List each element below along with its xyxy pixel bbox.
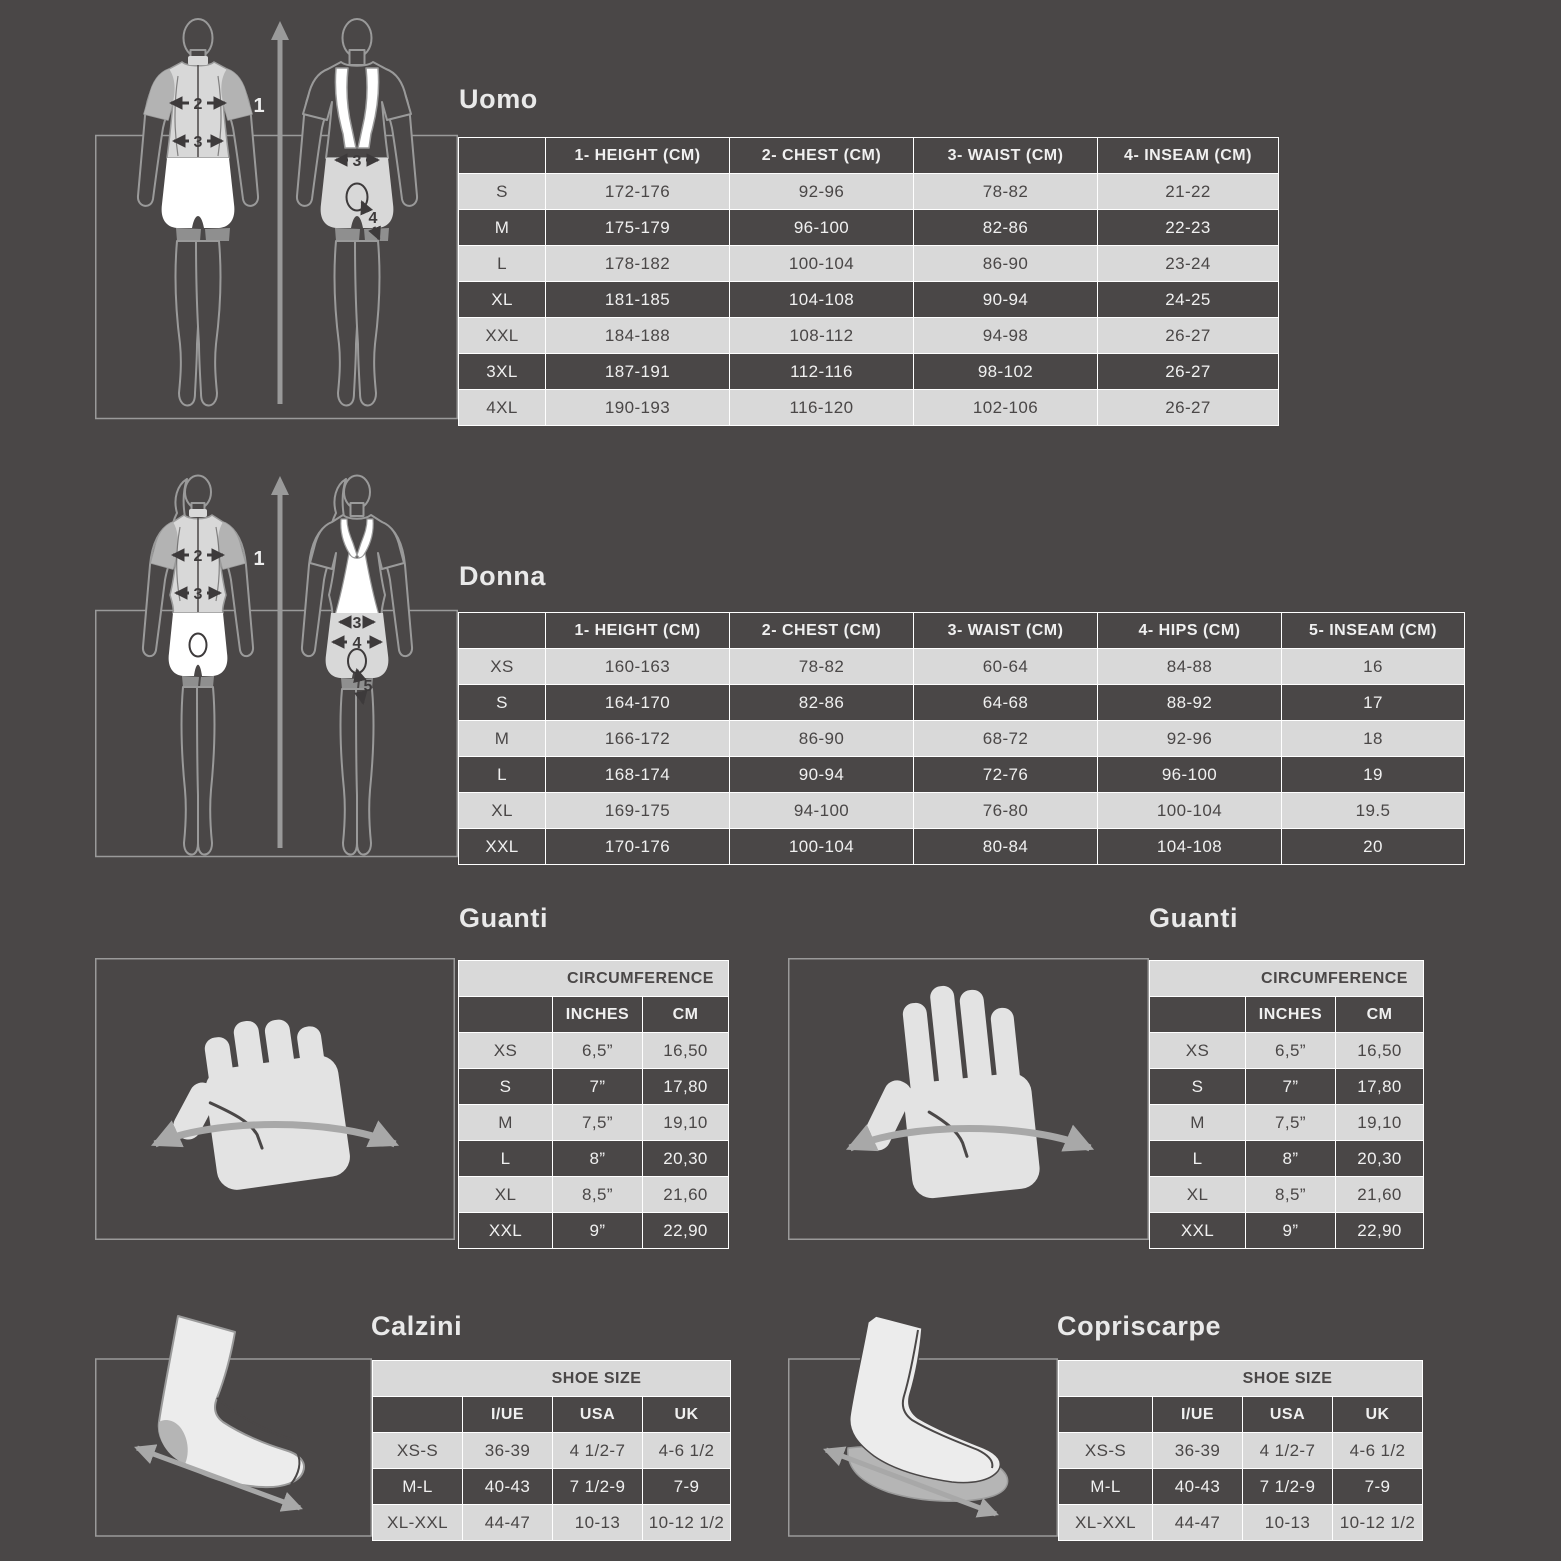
table-cell: 187-191 (546, 354, 730, 390)
women-measurement-illustration (95, 465, 458, 860)
table-cell: 78-82 (914, 174, 1098, 210)
size-label: 3XL (459, 354, 546, 390)
table-cell: 36-39 (463, 1433, 553, 1469)
table-cell: 7 1/2-9 (1243, 1469, 1333, 1505)
table-cell: 26-27 (1098, 354, 1279, 390)
size-label: M-L (1059, 1469, 1153, 1505)
table-cell: 16,50 (1336, 1033, 1424, 1069)
size-label: S (459, 174, 546, 210)
column-header: CM (643, 997, 729, 1033)
column-header (459, 613, 546, 649)
size-label: M (1150, 1105, 1246, 1141)
table-cell: 160-163 (546, 649, 730, 685)
table-cell: 26-27 (1098, 390, 1279, 426)
table-cell: 9” (1246, 1213, 1336, 1249)
size-label: XXL (459, 318, 546, 354)
size-label: L (459, 757, 546, 793)
column-header: 3- WAIST (CM) (914, 613, 1098, 649)
table-cell: 7” (553, 1069, 643, 1105)
table-cell: 72-76 (914, 757, 1098, 793)
table-cell: 104-108 (730, 282, 914, 318)
waist-front-measure-label: 3 (193, 586, 203, 603)
full-glove-illustration (788, 958, 1149, 1240)
hips-measure-label: 4 (352, 635, 362, 652)
table-cell: 68-72 (914, 721, 1098, 757)
size-label: S (459, 685, 546, 721)
sock-illustration (95, 1310, 372, 1540)
table-cell: 4-6 1/2 (1333, 1433, 1423, 1469)
table-span-header: SHOE SIZE (1242, 1369, 1333, 1387)
table-cell: 80-84 (914, 829, 1098, 865)
table-span-header-cell (1059, 1361, 1423, 1397)
table-cell: 10-12 1/2 (1333, 1505, 1423, 1541)
guanti_left-size-table (458, 960, 729, 1249)
table-cell: 92-96 (730, 174, 914, 210)
size-label: XXL (1150, 1213, 1246, 1249)
full-finger-glove (843, 978, 1041, 1205)
table-cell: 22-23 (1098, 210, 1279, 246)
table-cell: 94-100 (730, 793, 914, 829)
section-title-uomo: Uomo (459, 84, 538, 114)
section-title-guanti-left: Guanti (459, 903, 549, 933)
column-header: 4- HIPS (CM) (1098, 613, 1282, 649)
copriscarpe-table-host (1058, 1360, 1423, 1541)
guanti-right-table-host (1149, 960, 1424, 1249)
table-cell: 16,50 (643, 1033, 729, 1069)
height-arrow (271, 21, 289, 404)
size-label: L (459, 246, 546, 282)
size-label: M-L (373, 1469, 463, 1505)
table-cell: 7-9 (643, 1469, 731, 1505)
table-cell: 7” (1246, 1069, 1336, 1105)
man-front-figure (138, 19, 258, 405)
size-label: XXL (459, 829, 546, 865)
table-cell: 94-98 (914, 318, 1098, 354)
table-cell: 181-185 (546, 282, 730, 318)
table-cell: 78-82 (730, 649, 914, 685)
column-header: I/UE (463, 1397, 553, 1433)
table-cell: 166-172 (546, 721, 730, 757)
table-cell: 22,90 (1336, 1213, 1424, 1249)
table-cell: 164-170 (546, 685, 730, 721)
table-cell: 24-25 (1098, 282, 1279, 318)
size-label: XS (459, 1033, 553, 1069)
guanti_right-size-table (1149, 960, 1424, 1249)
table-cell: 168-174 (546, 757, 730, 793)
donna-table-host (458, 612, 1465, 865)
table-cell: 84-88 (1098, 649, 1282, 685)
table-cell: 190-193 (546, 390, 730, 426)
table-cell: 20,30 (1336, 1141, 1424, 1177)
size-label: M (459, 210, 546, 246)
fingerless-glove-illustration (95, 958, 455, 1240)
table-cell: 8” (1246, 1141, 1336, 1177)
table-cell: 112-116 (730, 354, 914, 390)
table-cell: 21,60 (643, 1177, 729, 1213)
table-cell: 7,5” (553, 1105, 643, 1141)
copriscarpe-size-table (1058, 1360, 1423, 1541)
man-back-figure (297, 19, 417, 405)
column-header: I/UE (1153, 1397, 1243, 1433)
waist-front-measure-label: 3 (193, 134, 203, 151)
height-label: 1 (253, 548, 265, 570)
table-cell: 9” (553, 1213, 643, 1249)
calzini-size-table (372, 1360, 731, 1541)
table-cell: 175-179 (546, 210, 730, 246)
men-measurement-illustration (95, 8, 458, 420)
table-cell: 60-64 (914, 649, 1098, 685)
table-cell: 21-22 (1098, 174, 1279, 210)
size-label: M (459, 721, 546, 757)
table-cell: 19,10 (643, 1105, 729, 1141)
column-header (459, 138, 546, 174)
size-label: XL (1150, 1177, 1246, 1213)
table-cell: 172-176 (546, 174, 730, 210)
table-cell: 4 1/2-7 (553, 1433, 643, 1469)
table-cell: 44-47 (463, 1505, 553, 1541)
woman-front-figure (143, 476, 253, 855)
section-title-copriscarpe: Copriscarpe (1057, 1311, 1222, 1341)
table-cell: 17 (1282, 685, 1465, 721)
size-label: XS-S (1059, 1433, 1153, 1469)
table-cell: 17,80 (1336, 1069, 1424, 1105)
column-header: 3- WAIST (CM) (914, 138, 1098, 174)
table-cell: 90-94 (730, 757, 914, 793)
column-header: 2- CHEST (CM) (730, 138, 914, 174)
size-label: XXL (459, 1213, 553, 1249)
column-header: UK (643, 1397, 731, 1433)
table-cell: 100-104 (730, 246, 914, 282)
size-label: XL (459, 282, 546, 318)
table-cell: 10-12 1/2 (643, 1505, 731, 1541)
table-cell: 169-175 (546, 793, 730, 829)
table-cell: 19 (1282, 757, 1465, 793)
chest-measure-label: 2 (193, 548, 203, 565)
table-cell: 82-86 (730, 685, 914, 721)
column-header: 4- INSEAM (CM) (1098, 138, 1279, 174)
table-cell: 20,30 (643, 1141, 729, 1177)
table-cell: 4 1/2-7 (1243, 1433, 1333, 1469)
table-cell: 96-100 (730, 210, 914, 246)
table-cell: 170-176 (546, 829, 730, 865)
size-label: XL-XXL (1059, 1505, 1153, 1541)
guanti-left-table-host (458, 960, 729, 1249)
section-title-donna: Donna (459, 561, 546, 591)
column-header: CM (1336, 997, 1424, 1033)
size-label: XS-S (373, 1433, 463, 1469)
table-cell: 22,90 (643, 1213, 729, 1249)
column-header: 2- CHEST (CM) (730, 613, 914, 649)
table-cell: 23-24 (1098, 246, 1279, 282)
table-cell: 4-6 1/2 (643, 1433, 731, 1469)
calzini-table-host (372, 1360, 731, 1541)
table-cell: 19.5 (1282, 793, 1465, 829)
column-header: UK (1333, 1397, 1423, 1433)
uomo-table-host (458, 137, 1279, 426)
table-cell: 76-80 (914, 793, 1098, 829)
table-cell: 104-108 (1098, 829, 1282, 865)
table-cell: 7 1/2-9 (553, 1469, 643, 1505)
table-cell: 40-43 (463, 1469, 553, 1505)
table-cell: 8,5” (1246, 1177, 1336, 1213)
table-cell: 88-92 (1098, 685, 1282, 721)
table-cell: 40-43 (1153, 1469, 1243, 1505)
table-cell: 10-13 (1243, 1505, 1333, 1541)
table-cell: 26-27 (1098, 318, 1279, 354)
table-cell: 10-13 (553, 1505, 643, 1541)
waist-back-measure-label: 3 (352, 153, 362, 170)
height-arrow (271, 476, 289, 848)
size-label: XL (459, 1177, 553, 1213)
section-title-calzini: Calzini (371, 1311, 463, 1341)
column-header: INCHES (553, 997, 643, 1033)
uomo-size-table (458, 137, 1279, 426)
table-span-header: CIRCUMFERENCE (1261, 969, 1408, 987)
size-label: L (1150, 1141, 1246, 1177)
table-cell: 36-39 (1153, 1433, 1243, 1469)
size-label: S (1150, 1069, 1246, 1105)
table-cell: 184-188 (546, 318, 730, 354)
table-cell: 90-94 (914, 282, 1098, 318)
table-cell: 64-68 (914, 685, 1098, 721)
column-header: 1- HEIGHT (CM) (546, 138, 730, 174)
donna-size-table (458, 612, 1465, 865)
table-cell: 100-104 (730, 829, 914, 865)
column-header (373, 1397, 463, 1433)
size-label: XL (459, 793, 546, 829)
size-label: XL-XXL (373, 1505, 463, 1541)
table-span-header: SHOE SIZE (551, 1369, 642, 1387)
height-label: 1 (253, 95, 265, 117)
table-cell: 116-120 (730, 390, 914, 426)
fingerless-glove (155, 1009, 352, 1198)
chest-measure-label: 2 (193, 96, 203, 113)
table-span-header-cell (373, 1361, 731, 1397)
table-span-header-cell (1150, 961, 1424, 997)
inseam-measure-label: 5 (363, 678, 373, 695)
table-cell: 96-100 (1098, 757, 1282, 793)
table-cell: 82-86 (914, 210, 1098, 246)
table-cell: 108-112 (730, 318, 914, 354)
table-cell: 92-96 (1098, 721, 1282, 757)
size-label: XS (1150, 1033, 1246, 1069)
column-header (1059, 1397, 1153, 1433)
table-cell: 8,5” (553, 1177, 643, 1213)
size-label: XS (459, 649, 546, 685)
table-cell: 18 (1282, 721, 1465, 757)
table-cell: 8” (553, 1141, 643, 1177)
table-cell: 6,5” (1246, 1033, 1336, 1069)
size-label: M (459, 1105, 553, 1141)
table-cell: 102-106 (914, 390, 1098, 426)
table-cell: 6,5” (553, 1033, 643, 1069)
size-label: L (459, 1141, 553, 1177)
column-header (459, 997, 553, 1033)
shoe-cover-illustration (788, 1310, 1058, 1540)
table-cell: 21,60 (1336, 1177, 1424, 1213)
waist-back-measure-label: 3 (352, 615, 362, 632)
column-header: 5- INSEAM (CM) (1282, 613, 1465, 649)
section-title-guanti-right: Guanti (1149, 903, 1239, 933)
column-header: USA (1243, 1397, 1333, 1433)
table-cell: 44-47 (1153, 1505, 1243, 1541)
size-label: S (459, 1069, 553, 1105)
column-header (1150, 997, 1246, 1033)
table-cell: 86-90 (914, 246, 1098, 282)
table-cell: 100-104 (1098, 793, 1282, 829)
woman-back-figure (302, 476, 412, 855)
table-cell: 17,80 (643, 1069, 729, 1105)
table-cell: 20 (1282, 829, 1465, 865)
column-header: INCHES (1246, 997, 1336, 1033)
table-cell: 19,10 (1336, 1105, 1424, 1141)
table-cell: 86-90 (730, 721, 914, 757)
size-label: 4XL (459, 390, 546, 426)
table-cell: 7-9 (1333, 1469, 1423, 1505)
table-cell: 7,5” (1246, 1105, 1336, 1141)
table-cell: 98-102 (914, 354, 1098, 390)
table-cell: 16 (1282, 649, 1465, 685)
column-header: 1- HEIGHT (CM) (546, 613, 730, 649)
table-cell: 178-182 (546, 246, 730, 282)
shoe-cover (848, 1316, 1008, 1501)
table-span-header: CIRCUMFERENCE (567, 969, 714, 987)
inseam-measure-label: 4 (368, 210, 378, 227)
column-header: USA (553, 1397, 643, 1433)
table-span-header-cell (459, 961, 729, 997)
